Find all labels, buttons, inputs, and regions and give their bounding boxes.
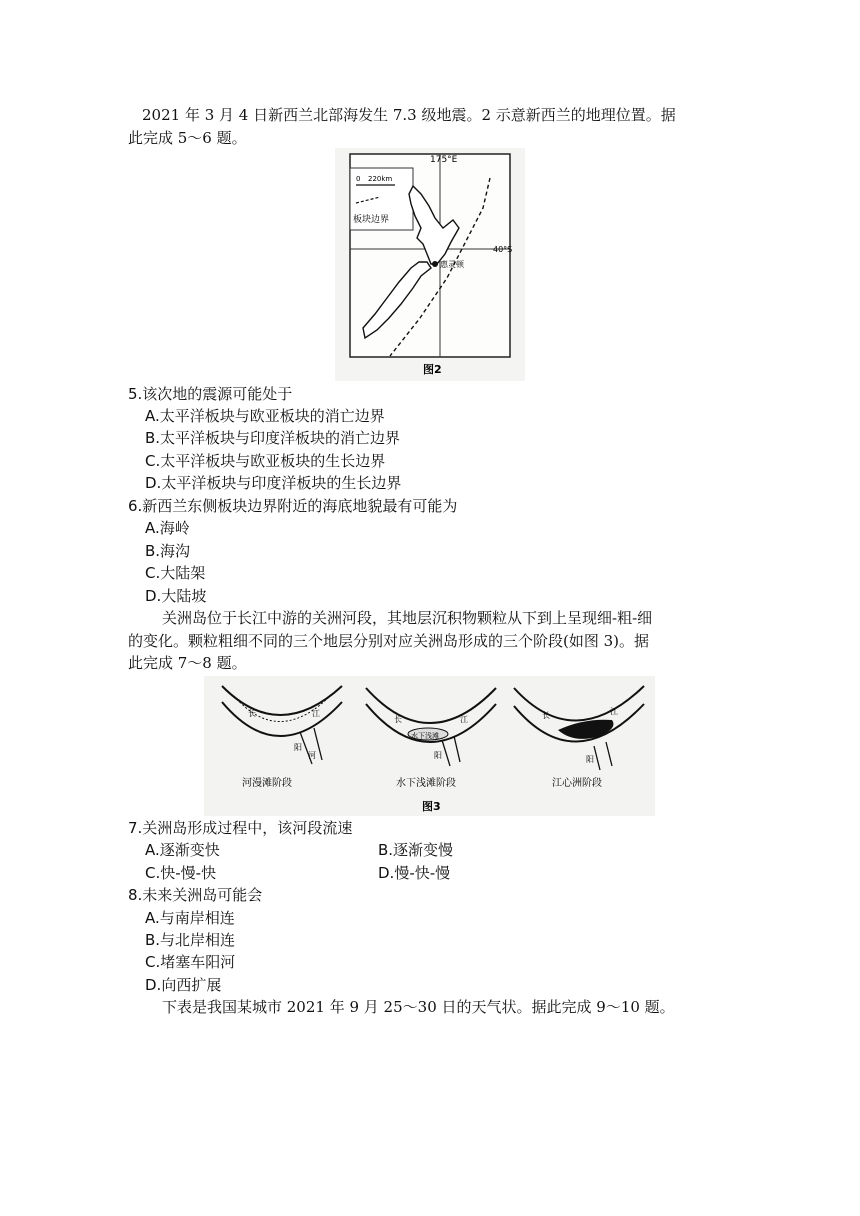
figure-3-caption: 图3 — [422, 800, 441, 813]
stage2-label: 水下浅滩阶段 — [396, 778, 456, 789]
stage1-label: 河漫滩阶段 — [242, 778, 292, 789]
wellington-label: 惠灵顿 — [440, 260, 464, 269]
q8-option-c: C.堵塞车阳河 — [145, 953, 236, 971]
q5-option-d: D.太平洋板块与印度洋板块的生长边界 — [145, 474, 402, 492]
stage3-trib-char2: 阳 — [586, 755, 594, 764]
legend-label: 板块边界 — [353, 215, 390, 225]
q8-option-b: B.与北岸相连 — [145, 931, 236, 949]
figure-2-caption: 图2 — [423, 363, 442, 376]
stage2-river-char1: 长 — [394, 715, 402, 724]
stage-2-diagram — [366, 688, 496, 766]
stage-3-diagram — [514, 686, 644, 770]
stage1-river-char2: 江 — [312, 709, 320, 718]
stage1-river-char1: 长 — [248, 709, 256, 718]
stage3-label: 江心洲阶段 — [552, 778, 602, 789]
figure-3-stages — [204, 676, 655, 816]
q7-option-a: A.逐渐变快 — [145, 841, 220, 859]
scale-zero: 0 — [356, 175, 361, 183]
q7-option-b: B.逐渐变慢 — [378, 841, 454, 859]
stage2-trib-char2: 阳 — [434, 751, 442, 760]
scale-label: 220km — [368, 175, 393, 183]
stage2-river-char2: 江 — [460, 715, 468, 724]
q7-stem: 7.关洲岛形成过程中，该河段流速 — [128, 819, 353, 837]
q5-option-a: A.太平洋板块与欧亚板块的消亡边界 — [145, 407, 385, 425]
stage3-river-char2: 江 — [610, 707, 618, 716]
q8-option-d: D.向西扩展 — [145, 976, 222, 994]
q7-option-c: C.快-慢-快 — [145, 864, 217, 882]
intro2-line3: 此完成 7～8 题。 — [128, 654, 247, 672]
stage1-trib-char2: 阳 — [294, 743, 302, 752]
q5-option-b: B.太平洋板块与印度洋板块的消亡边界 — [145, 429, 401, 447]
intro2-line2: 的变化。颗粒粗细不同的三个地层分别对应关洲岛形成的三个阶段(如图 3)。据 — [128, 632, 650, 650]
q6-stem: 6.新西兰东侧板块边界附近的海底地貌最有可能为 — [128, 497, 458, 515]
stage-1-diagram — [222, 686, 342, 764]
q6-option-c: C.大陆架 — [145, 564, 206, 582]
stage2-shoal-label: 水下浅滩 — [411, 732, 439, 740]
q5-option-c: C.太平洋板块与欧亚板块的生长边界 — [145, 452, 386, 470]
q7-option-d: D.慢-快-慢 — [378, 864, 451, 882]
latitude-label: 40°S — [493, 245, 513, 254]
intro2-line1: 关洲岛位于长江中游的关洲河段，其地层沉积物颗粒从下到上呈现细-粗-细 — [162, 609, 653, 627]
new-zealand-map-svg — [335, 148, 525, 381]
q5-stem: 5.该次地的震源可能处于 — [128, 385, 293, 403]
q6-option-a: A.海岭 — [145, 519, 190, 537]
stage3-river-char1: 长 — [542, 711, 550, 720]
figure-2-map — [335, 148, 525, 381]
q6-option-b: B.海沟 — [145, 542, 191, 560]
intro1-line2: 此完成 5～6 题。 — [128, 129, 247, 147]
stages-diagram-svg — [204, 676, 655, 816]
intro1-line1: 2021 年 3 月 4 日新西兰北部海发生 7.3 级地震。2 示意新西兰的地理位置。据 — [142, 106, 676, 124]
wellington-dot — [432, 261, 438, 267]
stage1-trib-char3: 河 — [308, 751, 316, 760]
intro3-line1: 下表是我国某城市 2021 年 9 月 25～30 日的天气状。据此完成 9～10 题。 — [162, 998, 675, 1016]
q8-option-a: A.与南岸相连 — [145, 909, 235, 927]
longitude-label: 175°E — [430, 155, 458, 165]
q6-option-d: D.大陆坡 — [145, 587, 207, 605]
q8-stem: 8.未来关洲岛可能会 — [128, 886, 263, 904]
stage3-island — [558, 720, 614, 739]
